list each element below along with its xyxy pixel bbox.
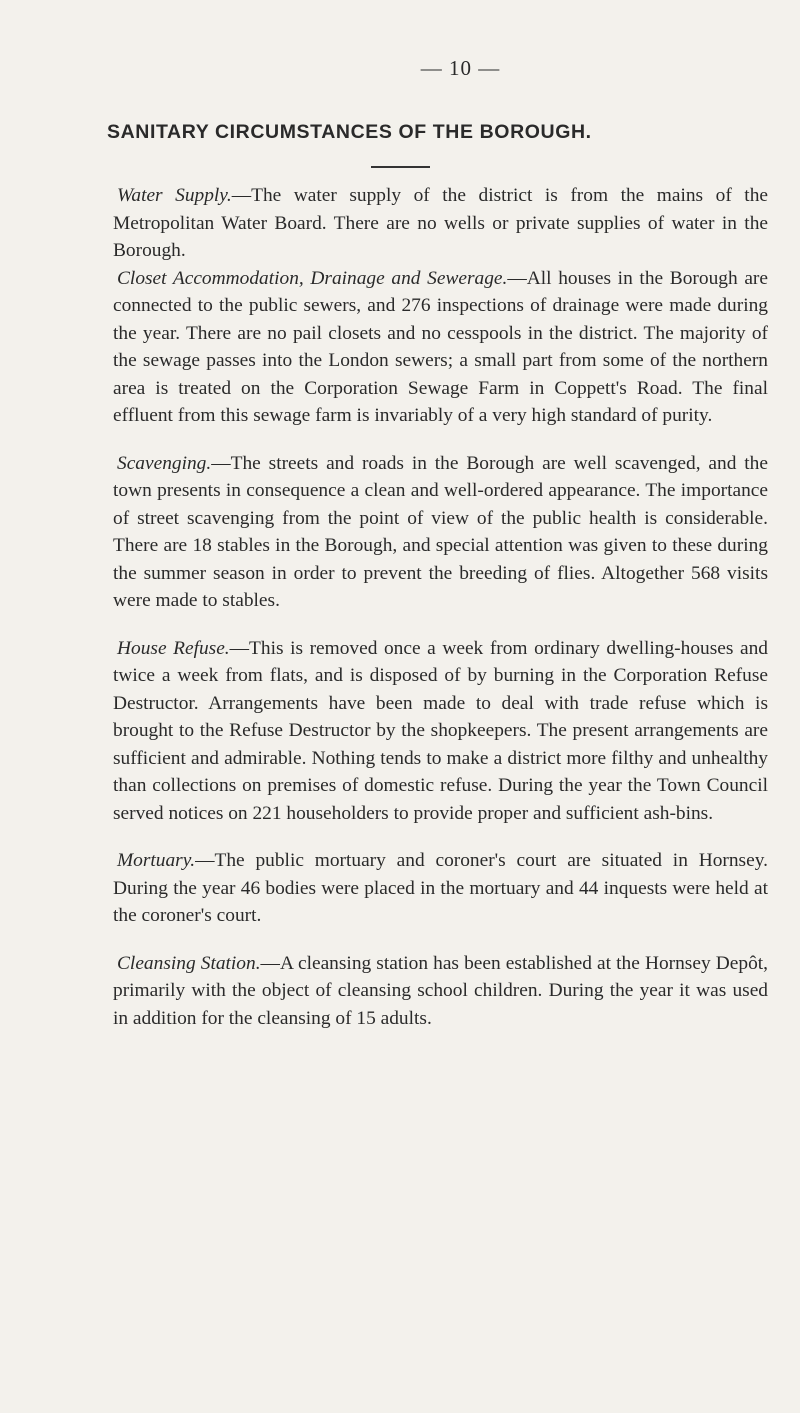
section-text: —This is removed once a week from ordinary dwelling-houses and twice a week from flats, and is disposed of by burning in the Corporation Refuse Destructor. Arrangements have been made to deal with trade refuse which is brought to the Refuse Destructor by the shopkeepers. The present arrangements are sufficient and admirable. Nothing tends to make a district more filthy and unhealthy than collections on premises of domestic refuse. During the year the Town Council served notices on 221 householders to provide proper and sufficient ash-bins. (113, 637, 768, 824)
section-water-supply (113, 182, 768, 265)
section-text: —The water supply of the district is from the mains of the Metropolitan Water Board. There are no wells or private supplies of water in the Borough. (113, 185, 769, 261)
section-text: —All houses in the Borough are connected to the public sewers, and 276 inspections of drainage were made during the year. There are no pail closets and no cesspools in the district. The majority of the sewage passes into the London sewers; a small part from some of the northern area is treated on the Corporation Sewage Farm in Coppett's Road. The final effluent from this sewage farm is invariably of a very high standard of purity. (113, 267, 768, 426)
section-heading: House Refuse. (117, 637, 230, 659)
section-scavenging (113, 450, 768, 615)
section-text: —The public mortuary and coroner's court are situated in Hornsey. During the year 46 bodies were placed in the mortuary and 44 inquests were held at the coroner's court. (113, 850, 768, 926)
section-mortuary (113, 847, 768, 930)
section-heading: Cleansing Station. (117, 952, 261, 974)
section-cleansing-station (113, 950, 768, 1033)
page-title: SANITARY CIRCUMSTANCES OF THE BOROUGH. (107, 121, 592, 143)
title-divider (371, 166, 430, 168)
section-heading: Water Supply. (117, 185, 232, 206)
section-heading: Mortuary. (117, 850, 196, 871)
section-heading: Closet Accommodation, Drainage and Sewerage. (117, 267, 508, 289)
section-heading: Scavenging. (117, 452, 212, 474)
section-house-refuse (113, 635, 768, 828)
section-text: —The streets and roads in the Borough are well scavenged, and the town presents in consequence a clean and well-ordered appearance. The importance of street scavenging from the point of view of the public health is considerable. There are 18 stables in the Borough, and special attention was given to these during the summer season in order to prevent the breeding of flies. Altogether 568 visits were made to stables. (113, 452, 768, 611)
page-number: — 10 — (420, 56, 501, 80)
section-closet-drainage-sewerage (113, 265, 768, 430)
document-page (107, 56, 769, 1032)
section-text: —A cleansing station has been established at the Hornsey Depôt, primarily with the object of cleansing school children. During the year it was used in addition for the cleansing of 15 adults. (113, 952, 768, 1029)
